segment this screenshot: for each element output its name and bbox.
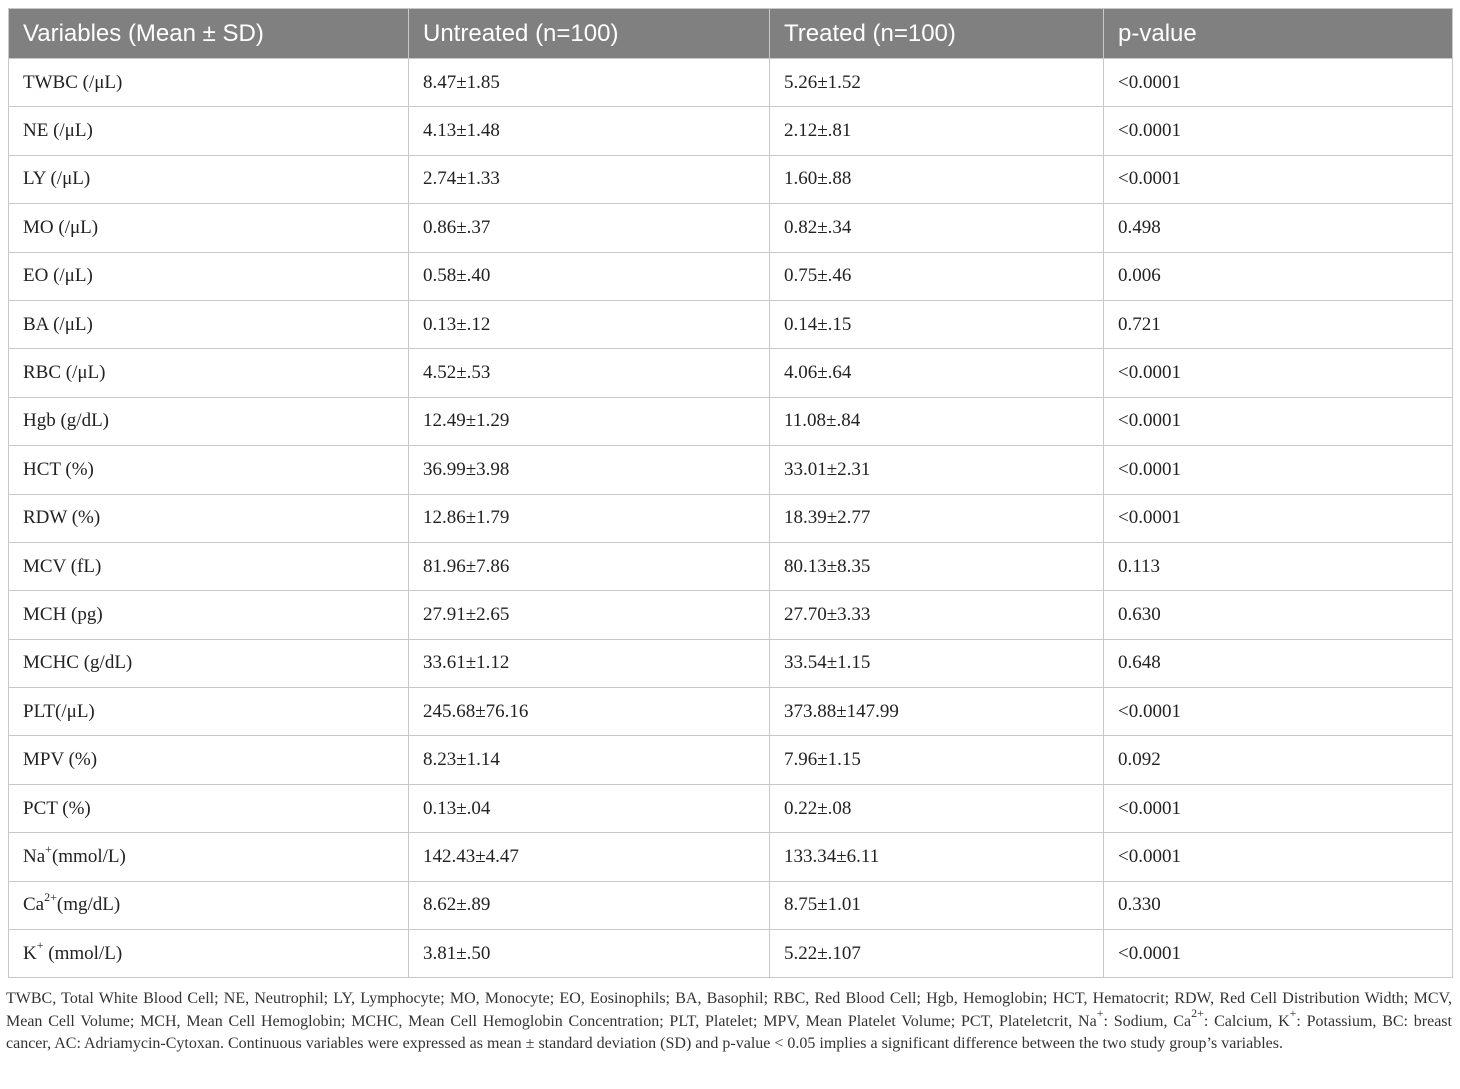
cell-untreated: 36.99±3.98: [409, 446, 770, 494]
cell-treated: 7.96±1.15: [770, 736, 1104, 784]
variable-name: MPV (%): [23, 749, 98, 771]
cell-variable: [9, 833, 409, 881]
variable-superscript: 2+: [44, 890, 57, 904]
table-row: [9, 59, 1453, 107]
cell-untreated: 27.91±2.65: [409, 591, 770, 639]
table-row: [9, 784, 1453, 832]
variable-superscript: +: [45, 841, 52, 856]
cell-treated: 33.54±1.15: [770, 639, 1104, 687]
cell-untreated: 0.13±.04: [409, 784, 770, 832]
cell-p-value: <0.0001: [1104, 59, 1453, 107]
cell-variable: [9, 542, 409, 590]
cell-p-value: <0.0001: [1104, 397, 1453, 445]
cell-untreated: 0.58±.40: [409, 252, 770, 300]
cell-untreated: 8.47±1.85: [409, 59, 770, 107]
cell-p-value: <0.0001: [1104, 107, 1453, 155]
cell-variable: [9, 784, 409, 832]
cell-untreated: 4.52±.53: [409, 349, 770, 397]
cell-untreated: 33.61±1.12: [409, 639, 770, 687]
table-row: [9, 300, 1453, 348]
cell-treated: 33.01±2.31: [770, 446, 1104, 494]
footnote-text-2: : Sodium, Ca: [1103, 1012, 1192, 1030]
variable-name: Hgb (g/dL): [23, 410, 110, 432]
cell-p-value: <0.0001: [1104, 833, 1453, 881]
variable-unit: (mg/dL): [56, 894, 121, 916]
table-row: [9, 252, 1453, 300]
cell-treated: 18.39±2.77: [770, 494, 1104, 542]
variable-superscript: +: [36, 938, 44, 953]
cell-treated: 0.22±.08: [770, 784, 1104, 832]
cell-p-value: <0.0001: [1104, 494, 1453, 542]
cell-p-value: 0.113: [1104, 542, 1453, 590]
cell-variable: [9, 155, 409, 203]
cell-treated: 1.60±.88: [770, 155, 1104, 203]
cell-untreated: 3.81±.50: [409, 930, 770, 978]
cell-variable: [9, 204, 409, 252]
table-row: [9, 736, 1453, 784]
cell-p-value: 0.092: [1104, 736, 1453, 784]
cell-p-value: 0.006: [1104, 252, 1453, 300]
footnote-text-3: : Calcium, K: [1203, 1012, 1290, 1030]
cell-variable: [9, 107, 409, 155]
cell-variable: [9, 252, 409, 300]
cell-treated: 5.22±.107: [770, 930, 1104, 978]
table-row: [9, 397, 1453, 445]
cell-variable: [9, 688, 409, 736]
cell-untreated: 0.13±.12: [409, 300, 770, 348]
cell-untreated: 8.23±1.14: [409, 736, 770, 784]
cell-treated: 0.75±.46: [770, 252, 1104, 300]
table-row: [9, 107, 1453, 155]
variable-name: Na: [23, 845, 46, 867]
cell-variable: [9, 930, 409, 978]
table-row: [9, 446, 1453, 494]
cell-untreated: 81.96±7.86: [409, 542, 770, 590]
cell-p-value: <0.0001: [1104, 155, 1453, 203]
cell-untreated: 8.62±.89: [409, 881, 770, 929]
variable-name: PLT(/μL): [23, 700, 95, 722]
cell-treated: 4.06±.64: [770, 349, 1104, 397]
cell-p-value: <0.0001: [1104, 349, 1453, 397]
header-untreated: Untreated (n=100): [409, 9, 770, 59]
cell-p-value: 0.330: [1104, 881, 1453, 929]
variable-name: LY (/μL): [23, 168, 91, 190]
header-variables: Variables (Mean ± SD): [9, 9, 409, 59]
variable-name: Ca: [23, 894, 45, 916]
table-row: [9, 639, 1453, 687]
variable-name: RBC (/μL): [23, 362, 106, 384]
cell-treated: 8.75±1.01: [770, 881, 1104, 929]
cell-untreated: 12.49±1.29: [409, 397, 770, 445]
cell-p-value: <0.0001: [1104, 688, 1453, 736]
table-row: [9, 155, 1453, 203]
cell-treated: 0.82±.34: [770, 204, 1104, 252]
cell-untreated: 142.43±4.47: [409, 833, 770, 881]
cell-p-value: <0.0001: [1104, 930, 1453, 978]
variable-name: PCT (%): [23, 797, 91, 819]
table-row: [9, 494, 1453, 542]
variable-name: BA (/μL): [23, 313, 93, 335]
variable-name: TWBC (/μL): [23, 71, 123, 93]
cell-treated: 5.26±1.52: [770, 59, 1104, 107]
table-row: [9, 833, 1453, 881]
variable-name: HCT (%): [23, 458, 94, 480]
cell-variable: [9, 736, 409, 784]
cell-p-value: 0.721: [1104, 300, 1453, 348]
cell-treated: 2.12±.81: [770, 107, 1104, 155]
cell-treated: 80.13±8.35: [770, 542, 1104, 590]
header-treated: Treated (n=100): [770, 9, 1104, 59]
cell-variable: [9, 349, 409, 397]
cell-p-value: 0.498: [1104, 204, 1453, 252]
variable-name: MCH (pg): [23, 603, 103, 625]
table-row: [9, 591, 1453, 639]
cell-p-value: <0.0001: [1104, 784, 1453, 832]
cell-untreated: 12.86±1.79: [409, 494, 770, 542]
table-footnote: [6, 988, 1452, 1056]
blood-parameters-table: [8, 8, 1453, 978]
cell-p-value: 0.630: [1104, 591, 1453, 639]
variable-name: MCHC (g/dL): [23, 652, 133, 674]
cell-variable: [9, 397, 409, 445]
cell-variable: [9, 59, 409, 107]
cell-untreated: 245.68±76.16: [409, 688, 770, 736]
variable-name: MO (/μL): [23, 216, 99, 238]
variable-name: EO (/μL): [23, 265, 93, 287]
table-row: [9, 930, 1453, 978]
cell-treated: 373.88±147.99: [770, 688, 1104, 736]
cell-p-value: <0.0001: [1104, 446, 1453, 494]
cell-untreated: 0.86±.37: [409, 204, 770, 252]
cell-variable: [9, 494, 409, 542]
cell-variable: [9, 881, 409, 929]
cell-treated: 0.14±.15: [770, 300, 1104, 348]
cell-p-value: 0.648: [1104, 639, 1453, 687]
cell-variable: [9, 639, 409, 687]
cell-treated: 27.70±3.33: [770, 591, 1104, 639]
cell-untreated: 2.74±1.33: [409, 155, 770, 203]
cell-treated: 133.34±6.11: [770, 833, 1104, 881]
header-p-value: p-value: [1104, 9, 1453, 59]
footnote-sup-2: 2+: [1191, 1006, 1204, 1021]
variable-name: K: [23, 942, 37, 964]
variable-name: MCV (fL): [23, 555, 102, 577]
table-row: [9, 881, 1453, 929]
footnote-sup-1: +: [1096, 1006, 1104, 1021]
table-row: [9, 688, 1453, 736]
table-body: [9, 59, 1453, 978]
variable-unit: (mmol/L): [51, 845, 126, 867]
cell-variable: [9, 446, 409, 494]
table-row: [9, 349, 1453, 397]
footnote-text-4: : Potassium, BC: breast cancer, AC: Adriamycin-Cytoxan. Continuous variables were expressed as mean ± standard deviation (SD) and p-value < 0.05 implies a significant difference between the two study group’s variables.: [6, 1012, 1452, 1052]
cell-variable: [9, 591, 409, 639]
footnote-text-1: TWBC, Total White Blood Cell; NE, Neutrophil; LY, Lymphocyte; MO, Monocyte; EO, Eosinophils; BA, Basophil; RBC, Red Blood Cell; Hgb, Hemoglobin; HCT, Hematocrit; RDW, Red Cell Distribution Width; MCV, Mean Cell Volume; MCH, Mean Cell Hemoglobin; MCHC, Mean Cell Hemoglobin Concentration; PLT, Platelet; MPV, Mean Platelet Volume; PCT, Plateletcrit, Na: [6, 990, 1452, 1030]
table-header-row: [9, 9, 1453, 59]
cell-untreated: 4.13±1.48: [409, 107, 770, 155]
variable-name: NE (/μL): [23, 120, 93, 142]
variable-name: RDW (%): [23, 507, 101, 529]
table-row: [9, 542, 1453, 590]
table-row: [9, 204, 1453, 252]
cell-variable: [9, 300, 409, 348]
data-table-container: [8, 8, 1452, 978]
footnote-sup-3: +: [1289, 1006, 1297, 1021]
cell-treated: 11.08±.84: [770, 397, 1104, 445]
variable-unit: (mmol/L): [43, 942, 123, 964]
